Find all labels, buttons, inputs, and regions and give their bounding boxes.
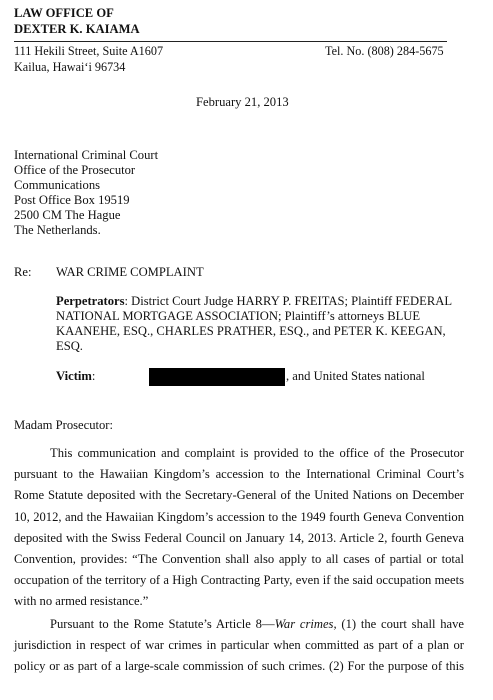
paragraph-line: Rome Statute deposited with the Secretary-General of the United Nations on December xyxy=(14,488,464,503)
recipient-line: Office of the Prosecutor xyxy=(14,163,136,177)
letterhead-divider xyxy=(14,41,447,42)
victim-label: Victim xyxy=(56,369,92,383)
recipient-line: Post Office Box 19519 xyxy=(14,193,130,207)
perpetrators-label: Perpetrators xyxy=(56,294,125,308)
paragraph-line: with no armed resistance.” xyxy=(14,594,149,609)
victim-suffix: , and United States national xyxy=(286,369,425,383)
perpetrators-line: ESQ. xyxy=(56,339,83,353)
paragraph-line: deposited with the Swiss Federal Council on January 14, 2013. Article 2, fourth Geneva xyxy=(14,530,464,545)
body-paragraph-2 xyxy=(14,614,464,678)
redaction-block xyxy=(149,368,285,386)
recipient-line: The Netherlands. xyxy=(14,223,101,237)
paragraph-line: jurisdiction in respect of war crimes in particular when committed as part of a plan or xyxy=(14,638,464,653)
paragraph-line: occupation of the territory of a High Contracting Party, even if the said occupation meets xyxy=(14,573,464,588)
paragraph-line: policy or as part of a large-scale commission of such crimes. (2) For the purpose of this xyxy=(14,659,464,674)
recipient-line: International Criminal Court xyxy=(14,148,159,162)
firm-name-line1: LAW OFFICE OF xyxy=(14,6,114,20)
paragraph-line: pursuant to the Hawaiian Kingdom’s accession to the International Criminal Court’s xyxy=(14,467,464,482)
perpetrators-line: KAANEHE, ESQ., CHARLES PRATHER, ESQ., and PETER K. KEEGAN, xyxy=(56,324,446,338)
paragraph-line: Convention, provides: “The Convention shall also apply to all cases of partial or total xyxy=(14,552,464,567)
address-line1: 111 Hekili Street, Suite A1607 xyxy=(14,44,164,58)
war-crimes-heading: War crimes, xyxy=(274,617,337,631)
recipient-line: 2500 CM The Hague xyxy=(14,208,121,222)
address-line2: Kailua, Hawaiʻi 96734 xyxy=(14,60,126,74)
paragraph-line: This communication and complaint is provided to the office of the Prosecutor xyxy=(50,446,464,460)
victim-line: Victim: xyxy=(56,369,96,383)
perpetrators-line: Perpetrators: District Court Judge HARRY P. FREITAS; Plaintiff FEDERAL xyxy=(56,294,453,308)
re-subject: WAR CRIME COMPLAINT xyxy=(56,265,204,279)
paragraph-line: Pursuant to the Rome Statute’s Article 8—War crimes, (1) the court shall have xyxy=(50,617,465,631)
salutation: Madam Prosecutor: xyxy=(14,418,113,432)
recipient-line: Communications xyxy=(14,178,101,192)
paragraph-line: 10, 2012, and the Hawaiian Kingdom’s accession to the 1949 fourth Geneva Convention xyxy=(14,509,464,524)
re-label: Re: xyxy=(14,265,32,279)
letter-date: February 21, 2013 xyxy=(196,95,289,109)
body-paragraph-1 xyxy=(14,443,464,613)
firm-name-line2: DEXTER K. KAIAMA xyxy=(14,22,140,36)
phone-number: Tel. No. (808) 284-5675 xyxy=(325,44,444,58)
perpetrators-line: NATIONAL MORTGAGE ASSOCIATION; Plaintiff’s attorneys BLUE xyxy=(56,309,421,323)
